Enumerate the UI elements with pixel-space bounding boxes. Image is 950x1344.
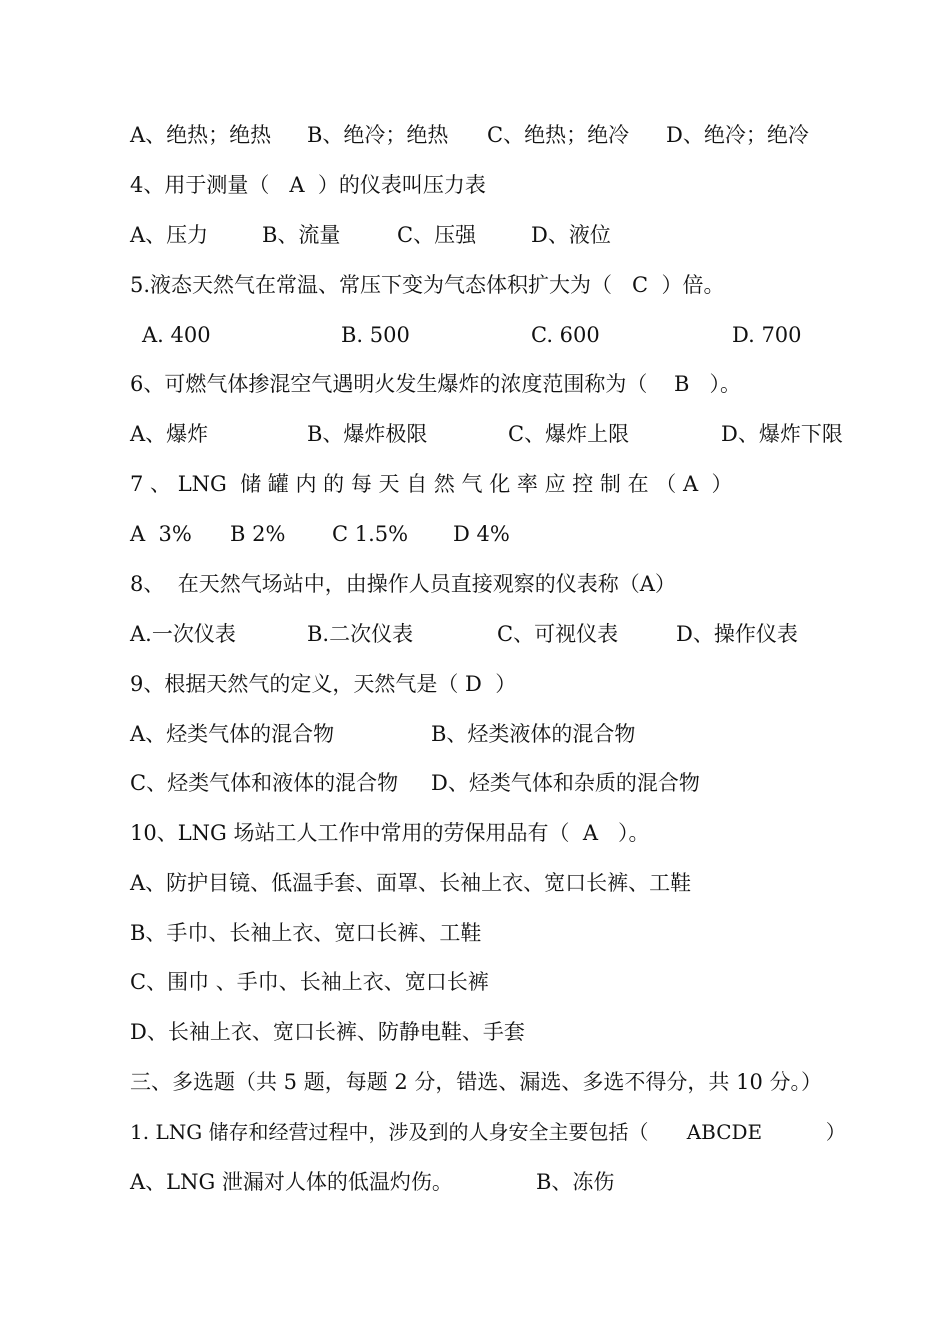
q8-option-c: C、可视仪表 [497,622,619,646]
q7-option-b: B 2% [230,522,286,546]
q9-option-b: B、烃类液体的混合物 [431,722,636,746]
q5-option-c: C. 600 [531,323,600,347]
q10-option-d: D、长袖上衣、宽口长裤、防静电鞋、手套 [130,1020,525,1044]
q6-option-b: B、爆炸极限 [307,422,428,446]
q8-stem: 8、 在天然气场站中，由操作人员直接观察的仪表称（A） [130,572,676,596]
q7-option-c: C 1.5% [332,522,409,546]
q6-option-c: C、爆炸上限 [508,422,630,446]
q3-option-c: C、绝热；绝冷 [487,123,630,147]
q4-option-c: C、压强 [397,223,477,247]
q4-option-d: D、液位 [531,223,611,247]
q9-option-a: A、烃类气体的混合物 [130,722,335,746]
q5-option-b: B. 500 [341,323,410,347]
q5-stem: 5.液态天然气在常温、常压下变为气态体积扩大为（ C ）倍。 [130,273,725,297]
q8-option-b: B.二次仪表 [307,622,414,646]
q4-option-b: B、流量 [262,223,341,247]
q10-option-c: C、围巾 、手巾、长袖上衣、宽口长裤 [130,970,489,994]
q10-option-a: A、防护目镜、低温手套、面罩、长袖上衣、宽口长裤、工鞋 [130,871,692,895]
q5-option-a: A. 400 [142,323,211,347]
mq1-options-row [130,1168,615,1280]
section-heading-multiple-choice: 三、多选题（共 5 题，每题 2 分，错选、漏选、多选不得分，共 10 分。） [130,1070,822,1094]
q4-stem: 4、用于测量（ A ）的仪表叫压力表 [130,173,486,197]
q9-option-d: D、烃类气体和杂质的混合物 [431,771,700,795]
q7-option-a: A 3% [130,522,192,546]
mq1-stem: 1. LNG 储存和经营过程中，涉及到的人身安全主要包括（ ABCDE ） [130,1120,846,1144]
q3-option-d: D、绝冷；绝冷 [666,123,809,147]
q8-option-a: A.一次仪表 [130,622,236,646]
q3-option-b: B、绝冷；绝热 [307,123,449,147]
q6-stem: 6、可燃气体掺混空气遇明火发生爆炸的浓度范围称为（ B ）。 [130,372,742,396]
q9-stem: 9、根据天然气的定义，天然气是（ D ） [130,672,517,696]
q10-option-b: B、手巾、长袖上衣、宽口长裤、工鞋 [130,921,482,945]
q10-stem: 10、LNG 场站工人工作中常用的劳保用品有（ A ）。 [130,821,650,845]
q4-option-a: A、压力 [130,223,209,247]
q5-option-d: D. 700 [732,323,802,347]
q6-option-a: A、爆炸 [130,422,209,446]
q8-option-d: D、操作仪表 [676,622,798,646]
q9-option-c: C、烃类气体和液体的混合物 [130,771,399,795]
mq1-option-b: B、冻伤 [536,1170,615,1194]
q7-option-d: D 4% [453,522,510,546]
q3-option-a: A、绝热；绝热 [130,123,272,147]
mq1-option-a: A、LNG 泄漏对人体的低温灼伤。 [130,1170,453,1194]
q7-stem: 7 、 LNG 储 罐 内 的 每 天 自 然 气 化 率 应 控 制 在 （ A ） [130,472,733,496]
q6-option-d: D、爆炸下限 [721,422,843,446]
